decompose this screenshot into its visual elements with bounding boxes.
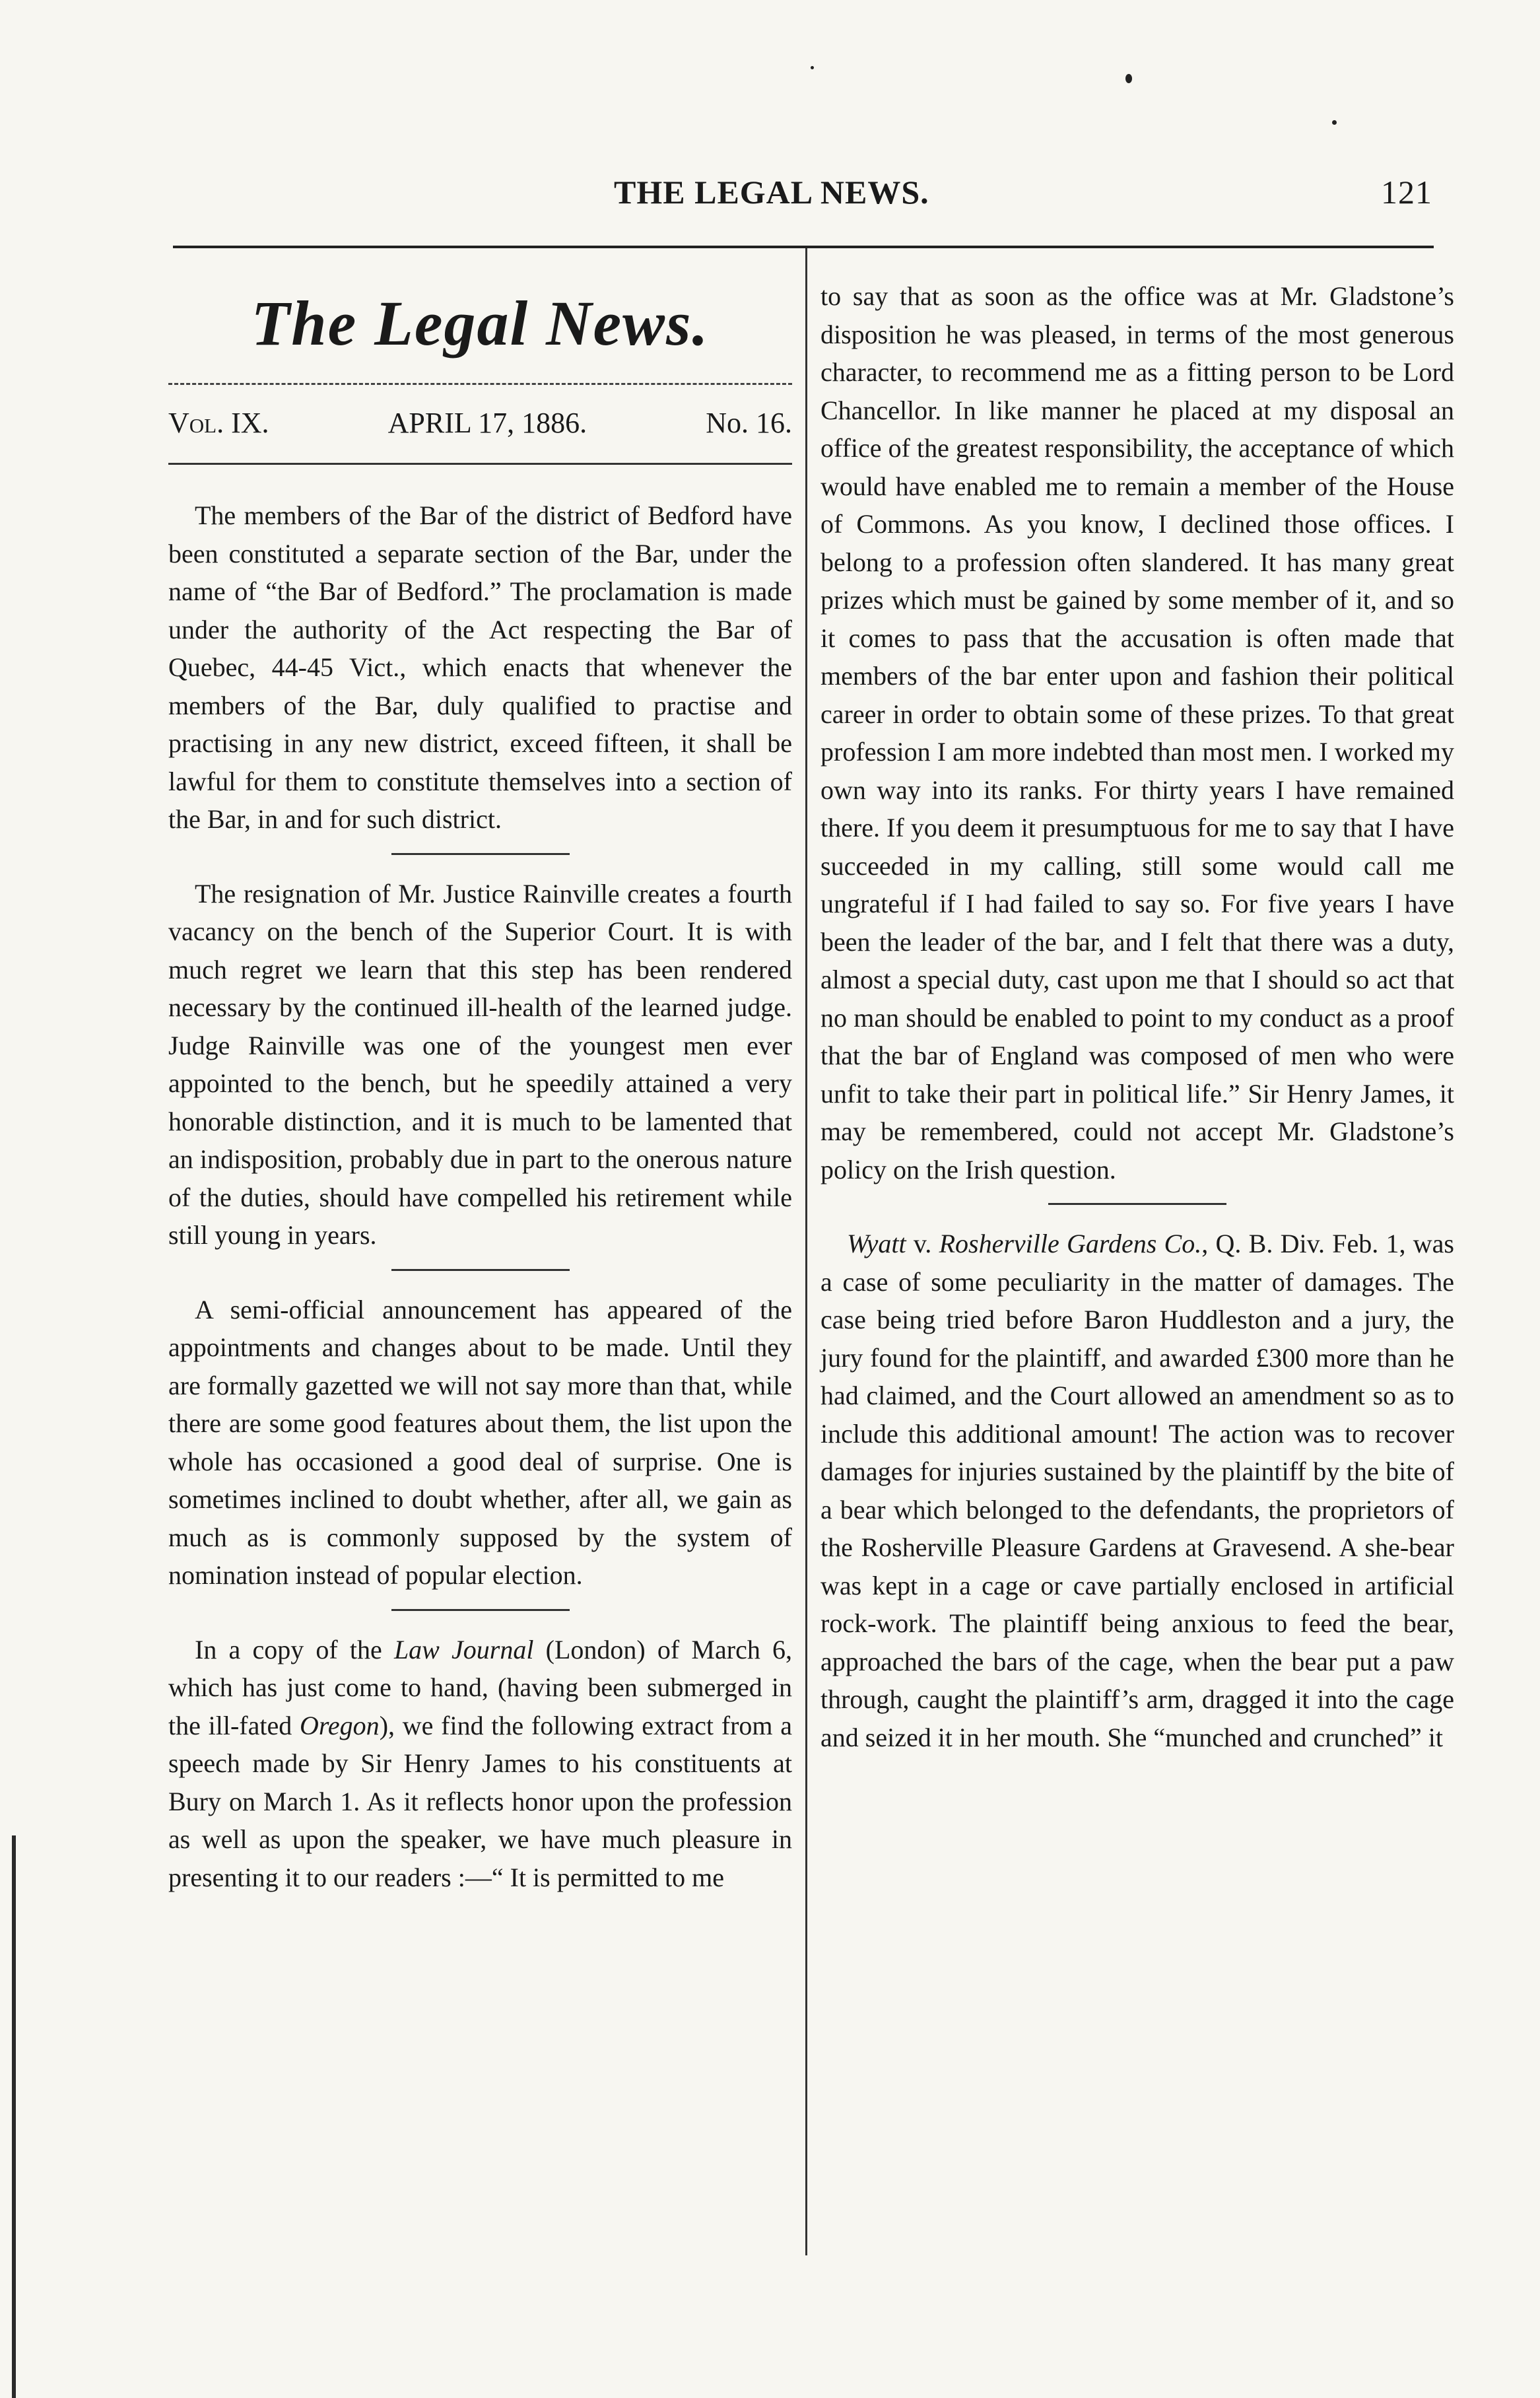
scan-edge xyxy=(12,1835,16,2398)
issue-date: APRIL 17, 1886. xyxy=(387,407,587,439)
scan-speck xyxy=(1125,74,1132,83)
paragraph-henry-james-speech: to say that as soon as the office was at Mr. Gladstone’s disposition he was pleased, in terms of the most generous character, to recommend me as a fitting person to be Lord Chancellor. In like manner he placed at my disposal an office of the greatest responsibility, the acceptance of which would have enabled me to remain a member of the House of Commons. As you know, I declined those offices. I belong to a profession often slandered. It has many great prizes which must be gained by some member of it, and so it comes to pass that the accusation is often made that members of the bar enter upon and fashion their political career in order to obtain some of these prizes. To that great profession I am more indebted than most men. I worked my own way into its ranks. For thirty years I have remained there. If you deem it presumptuous for me to say that I have succeeded in my calling, still some would call me ungrateful if I had failed to say so. For five years I have been the leader of the bar, and I felt that there was a duty, almost a special duty, cast upon me that I should so act that no man should be enabled to point to my conduct as a proof that the bar of England was composed of men who were unfit to take their part in political life.” Sir Henry James, it may be remembered, could not accept Mr. Gladstone’s policy on the Irish question. xyxy=(820,281,1454,1184)
volume: Vol. IX. xyxy=(168,407,269,439)
text-run: (London) of March 6, which has just come to hand, (having been submerged in the ill-fated xyxy=(168,1634,793,1740)
page-number: 121 xyxy=(1381,174,1432,211)
paragraph-wyatt-case xyxy=(820,1225,1454,1756)
issue-line xyxy=(168,403,792,443)
text-run: In a copy of the xyxy=(195,1634,394,1664)
masthead-title: The Legal News. xyxy=(251,288,710,359)
scan-speck xyxy=(1332,120,1337,125)
issue-number: No. 16. xyxy=(706,407,792,439)
paragraph-bar-of-bedford: The members of the Bar of the district of Bedford have been constituted a separate section of the Bar, under the name of “the Bar of Bedford.” The proclamation is made under the authority of the Act respecting the Bar of Quebec, 44-45 Vict., which enacts that whenever the members of the Bar, duly qualified to practise and practising in any new district, exceed fifteen, it shall be lawful for them to constitute themselves into a section of the Bar, in and for such district. xyxy=(168,500,792,834)
section-separator xyxy=(391,1609,570,1611)
masthead-rule xyxy=(168,383,792,385)
ship-name: Oregon xyxy=(299,1710,380,1740)
paragraph-law-journal xyxy=(168,1631,792,1897)
text-run: ), we find the following extract from a speech made by Sir Henry James to his constituents at Bury on March 1. As it reflects honor upon the profession as well as upon the speaker, we have much pleasure in presenting it to our readers :—“ It is permitted to me xyxy=(168,1710,793,1892)
scan-speck xyxy=(811,66,814,69)
case-party: Rosherville Gardens Co. xyxy=(939,1229,1202,1258)
section-separator xyxy=(391,853,570,855)
section-separator xyxy=(1048,1203,1226,1205)
header-rule xyxy=(173,246,1434,248)
case-party: Wyatt xyxy=(847,1229,906,1258)
paragraph-rainville-resignation: The resignation of Mr. Justice Rainville creates a fourth vacancy on the bench of the Superior Court. It is with much regret we learn that this step has been rendered necessary by the continued ill-health of the learned judge. Judge Rainville was one of the youngest men ever appointed to the bench, but he speedily attained a very honorable distinction, and it is much to be lamented that an indisposition, probably due in part to the onerous nature of the duties, should have compelled his retirement while still young in years. xyxy=(168,878,792,1250)
left-column xyxy=(168,277,792,1896)
text-run: , Q. B. Div. Feb. 1, was a case of some peculiarity in the matter of damages. The case being tried before Baron Huddleston and a jury, the jury found for the plaintiff, and awarded £300 more than he had claimed, and the Court allowed an amendment so as to include this additional amount! The action was to recover damages for injuries sustained by the plaintiff by the bite of a bear which belonged to the defendants, the proprietors of the Rosherville Pleasure Gardens at Gravesend. A she-bear was kept in a cage or cave partially enclosed in artificial rock-work. The plaintiff being anxious to feed the bear, approached the bars of the cage, when the bear put a paw through, caught the plaintiff’s arm, dragged it into the cage and seized it in her mouth. She “munched and crunched” it xyxy=(820,1229,1455,1752)
issue-rule xyxy=(168,463,792,465)
right-column xyxy=(820,277,1454,1756)
journal-title: Law Journal xyxy=(393,1634,534,1664)
running-head xyxy=(172,173,1432,219)
running-title: THE LEGAL NEWS. xyxy=(614,174,929,211)
section-separator xyxy=(391,1269,570,1271)
text-run: v. xyxy=(906,1229,939,1258)
paragraph-appointments: A semi-official announcement has appeared of the appointments and changes about to be made. Until they are formally gazetted we will not say more than that, while there are some good features about them, the list upon the whole has occasioned a good deal of surprise. One is sometimes inclined to doubt whether, after all, we gain as much as is commonly supposed by the system of nomination instead of popular election. xyxy=(168,1294,792,1590)
column-divider xyxy=(805,248,807,2255)
